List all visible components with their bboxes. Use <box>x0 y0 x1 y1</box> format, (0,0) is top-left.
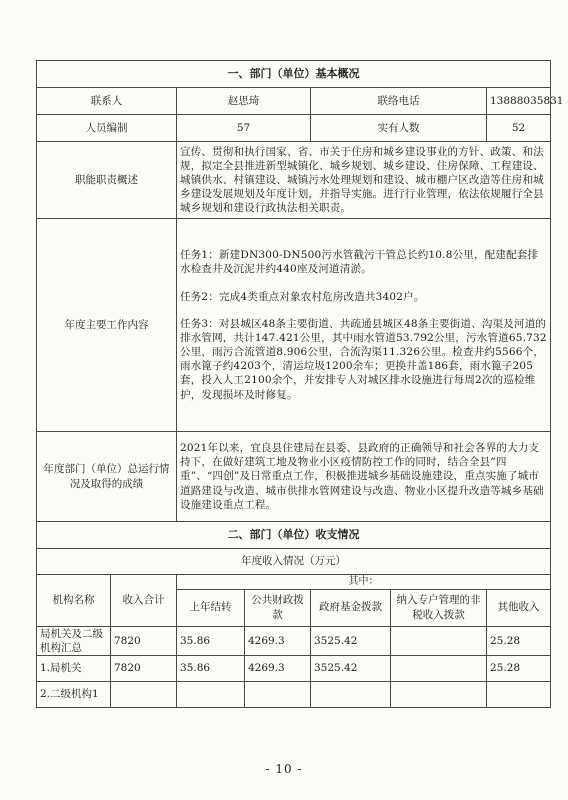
work-content <box>177 219 551 432</box>
row-name: 局机关及二级机构汇总 <box>37 626 111 655</box>
staff-label: 人员编制 <box>37 115 177 142</box>
row-carry: 35.86 <box>177 655 245 681</box>
section1-title: 一、部门（单位）基本概况 <box>37 61 551 88</box>
row-other: 25.28 <box>487 626 551 655</box>
budget-table <box>36 60 564 708</box>
row-total: 7820 <box>111 626 177 655</box>
duty-label: 职能职责概述 <box>37 142 177 219</box>
row-fund: 3525.42 <box>311 626 391 655</box>
contact-value: 赵思琦 <box>177 88 311 115</box>
row-public <box>245 681 311 707</box>
row-public: 4269.3 <box>245 626 311 655</box>
task-3: 任务3：对县城区48条主要街道、共疏通县城区48条主要街道、沟渠及河道的排水管网，共计147.421公里，其中雨水管道53.792公里，污水管道65.732公里，雨污合流管道8.906公里，合流沟渠11.326公里。检查井约5566个，雨水篦子约4203个，清运垃圾1200余车；更换井盖186套，雨水篦子205套，投入人工2100余个，并安排专人对城区排水设施进行每周2次的巡检维护，发现损坏及时修复。 <box>180 317 547 401</box>
task-1: 任务1：新建DN300-DN500污水管截污干管总长约10.8公里，配建配套排水检查井及沉泥井约440座及河道清淤。 <box>180 249 539 276</box>
staff-value: 57 <box>177 115 311 142</box>
row-name: 1.局机关 <box>37 655 111 681</box>
task-2: 任务2：完成4类重点对象农村危房改造共3402户。 <box>180 290 425 303</box>
contact-label: 联系人 <box>37 88 177 115</box>
row-other <box>487 681 551 707</box>
row-special <box>391 681 487 707</box>
col-fund: 政府基金拨款 <box>311 589 391 626</box>
row-total: 7820 <box>111 655 177 681</box>
section2-title: 二、部门（单位）收支情况 <box>37 522 551 549</box>
col-carry: 上年结转 <box>177 589 245 626</box>
col-org: 机构名称 <box>37 575 111 627</box>
col-total: 收入合计 <box>111 575 177 627</box>
income-title: 年度收入情况（万元） <box>37 549 551 575</box>
row-public: 4269.3 <box>245 655 311 681</box>
col-public: 公共财政拨款 <box>245 589 311 626</box>
row-name: 2.二级机构1 <box>37 681 111 707</box>
page-number: - 10 - <box>265 762 303 776</box>
col-of-which: 其中： <box>177 575 551 590</box>
phone-label: 联络电话 <box>311 88 487 115</box>
actual-label: 实有人数 <box>311 115 487 142</box>
actual-value: 52 <box>487 115 551 142</box>
row-carry: 35.86 <box>177 626 245 655</box>
row-fund <box>311 681 391 707</box>
row-special <box>391 626 487 655</box>
duty-text: 宣传、贯彻和执行国家、省、市关于住房和城乡建设事业的方针、政策、和法规，拟定全县推进新型城镇化、城乡规划、城乡建设、住房保障、工程建设、城镇供水、村镇建设、城镇污水处理规划和建设、城市棚户区改造等住房和城乡建设发展规划及年度计划，并指导实施。进行行业管理，依法依规履行全县城乡规划和建设行政执法相关职责。 <box>177 142 551 219</box>
row-carry <box>177 681 245 707</box>
row-special <box>391 655 487 681</box>
row-fund: 3525.42 <box>311 655 391 681</box>
row-other: 25.28 <box>487 655 551 681</box>
col-other: 其他收入 <box>487 589 551 626</box>
perf-text: 2021年以来，宜良县住建局在县委、县政府的正确领导和社会各界的大力支持下，在做好建筑工地及物业小区疫情防控工作的同时，结合全县“四重”、“四创”及日常重点工作，积极推进城乡基础设施建设，重点实施了城市道路建设与改造、城市供排水管网建设与改造、物业小区提升改造等城乡基础设施建设重点工程。 <box>177 432 551 522</box>
work-label: 年度主要工作内容 <box>37 219 177 432</box>
phone-value: 13888035831 <box>487 88 551 115</box>
col-special: 纳入专户管理的非税收入拨款 <box>391 589 487 626</box>
row-total <box>111 681 177 707</box>
perf-label: 年度部门（单位）总运行情况及取得的成绩 <box>37 432 177 522</box>
